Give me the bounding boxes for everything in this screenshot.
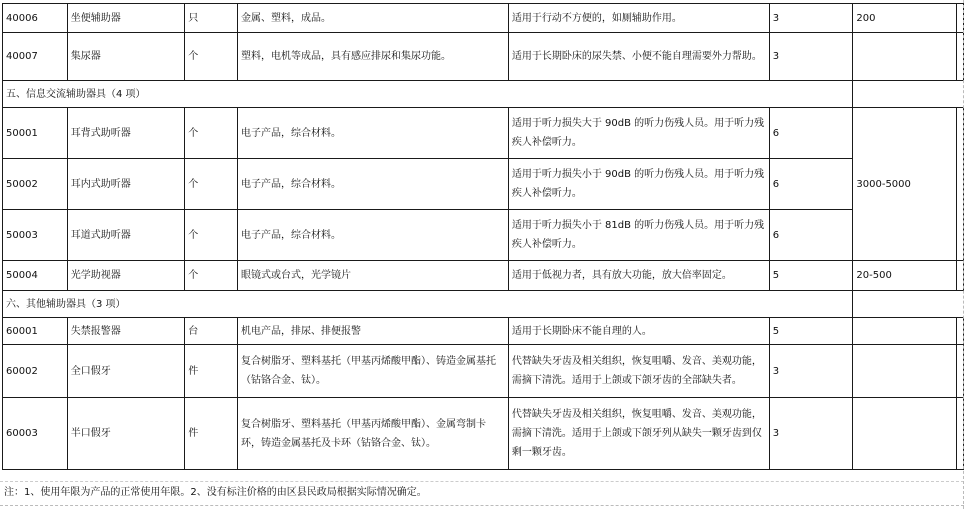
name-cell: 耳背式助听器 <box>67 108 185 159</box>
price-cell: 20-500 <box>853 261 957 291</box>
unit-cell: 件 <box>185 398 238 470</box>
table-row <box>3 159 964 210</box>
unit-cell: 个 <box>185 261 238 291</box>
section-blank <box>853 291 964 318</box>
years-cell: 3 <box>769 33 853 81</box>
name-cell: 光学助视器 <box>67 261 185 291</box>
code-cell: 40006 <box>3 4 68 33</box>
unit-cell: 个 <box>185 33 238 81</box>
name-cell: 耳内式助听器 <box>67 159 185 210</box>
section-title: 五、信息交流辅助器具（4 项） <box>3 81 853 108</box>
table-row <box>3 108 964 159</box>
code-cell: 50004 <box>3 261 68 291</box>
material-cell: 塑料，电机等成品，具有感应排尿和集尿功能。 <box>238 33 509 81</box>
price-cell <box>853 345 957 398</box>
years-cell: 6 <box>769 210 853 261</box>
code-cell: 60003 <box>3 398 68 470</box>
section-title: 六、其他辅助器具（3 项） <box>3 291 853 318</box>
desc-cell: 适用于长期卧床的尿失禁、小便不能自理需要外力帮助。 <box>508 33 769 81</box>
desc-cell: 适用于行动不方便的，如厕辅助作用。 <box>508 4 769 33</box>
years-cell: 6 <box>769 159 853 210</box>
material-cell: 电子产品，综合材料。 <box>238 210 509 261</box>
name-cell: 半口假牙 <box>67 398 185 470</box>
table-row <box>3 398 964 470</box>
price-cell: 200 <box>853 4 957 33</box>
material-cell: 眼镜式或台式，光学镜片 <box>238 261 509 291</box>
years-cell: 5 <box>769 261 853 291</box>
material-cell: 机电产品，排尿、排便报警 <box>238 318 509 345</box>
years-cell: 3 <box>769 345 853 398</box>
unit-cell: 个 <box>185 210 238 261</box>
name-cell: 坐便辅助器 <box>67 4 185 33</box>
unit-cell: 件 <box>185 345 238 398</box>
table-row <box>3 33 964 81</box>
material-cell: 复合树脂牙、塑料基托（甲基丙烯酸甲酯）、金属弯制卡环，铸造金属基托及卡环（钴铬合金、钛）。 <box>238 398 509 470</box>
years-cell: 3 <box>769 398 853 470</box>
desc-cell: 代替缺失牙齿及相关组织，恢复咀嚼、发音、美观功能，需摘下清洗。适用于上颌或下颌牙列从缺失一颗牙齿到仅剩一颗牙齿。 <box>508 398 769 470</box>
name-cell: 集尿器 <box>67 33 185 81</box>
page-bottom-divider <box>0 505 964 506</box>
table-row <box>3 261 964 291</box>
years-cell: 6 <box>769 108 853 159</box>
section-blank <box>853 81 964 108</box>
section-row <box>3 81 964 108</box>
desc-cell: 适用于听力损失大于 90dB 的听力伤残人员。用于听力残疾人补偿听力。 <box>508 108 769 159</box>
price-cell: 3000-5000 <box>853 108 957 261</box>
price-cell <box>853 398 957 470</box>
page-divider <box>0 481 964 482</box>
table-row <box>3 345 964 398</box>
code-cell: 60002 <box>3 345 68 398</box>
material-cell: 电子产品，综合材料。 <box>238 108 509 159</box>
years-cell: 3 <box>769 4 853 33</box>
unit-cell: 个 <box>185 108 238 159</box>
price-cell <box>853 318 957 345</box>
price-cell <box>853 33 957 81</box>
desc-cell: 适用于低视力者，具有放大功能，放大倍率固定。 <box>508 261 769 291</box>
code-cell: 50003 <box>3 210 68 261</box>
desc-cell: 适用于长期卧床不能自理的人。 <box>508 318 769 345</box>
unit-cell: 台 <box>185 318 238 345</box>
footnote: 注：1、使用年限为产品的正常使用年限。2、没有标注价格的由区县民政局根据实际情况确定。 <box>4 487 427 498</box>
material-cell: 电子产品，综合材料。 <box>238 159 509 210</box>
years-cell: 5 <box>769 318 853 345</box>
name-cell: 全口假牙 <box>67 345 185 398</box>
table-row <box>3 318 964 345</box>
catalog-table <box>2 3 964 470</box>
code-cell: 60001 <box>3 318 68 345</box>
unit-cell: 只 <box>185 4 238 33</box>
desc-cell: 代替缺失牙齿及相关组织，恢复咀嚼、发音、美观功能，需摘下清洗。适用于上颌或下颌牙齿的全部缺失者。 <box>508 345 769 398</box>
name-cell: 失禁报警器 <box>67 318 185 345</box>
code-cell: 50002 <box>3 159 68 210</box>
table-row <box>3 4 964 33</box>
table-row <box>3 210 964 261</box>
name-cell: 耳道式助听器 <box>67 210 185 261</box>
material-cell: 复合树脂牙、塑料基托（甲基丙烯酸甲酯）、铸造金属基托（钴铬合金、钛）。 <box>238 345 509 398</box>
desc-cell: 适用于听力损失小于 90dB 的听力伤残人员。用于听力残疾人补偿听力。 <box>508 159 769 210</box>
code-cell: 40007 <box>3 33 68 81</box>
desc-cell: 适用于听力损失小于 81dB 的听力伤残人员。用于听力残疾人补偿听力。 <box>508 210 769 261</box>
code-cell: 50001 <box>3 108 68 159</box>
section-row <box>3 291 964 318</box>
material-cell: 金属、塑料，成品。 <box>238 4 509 33</box>
unit-cell: 个 <box>185 159 238 210</box>
